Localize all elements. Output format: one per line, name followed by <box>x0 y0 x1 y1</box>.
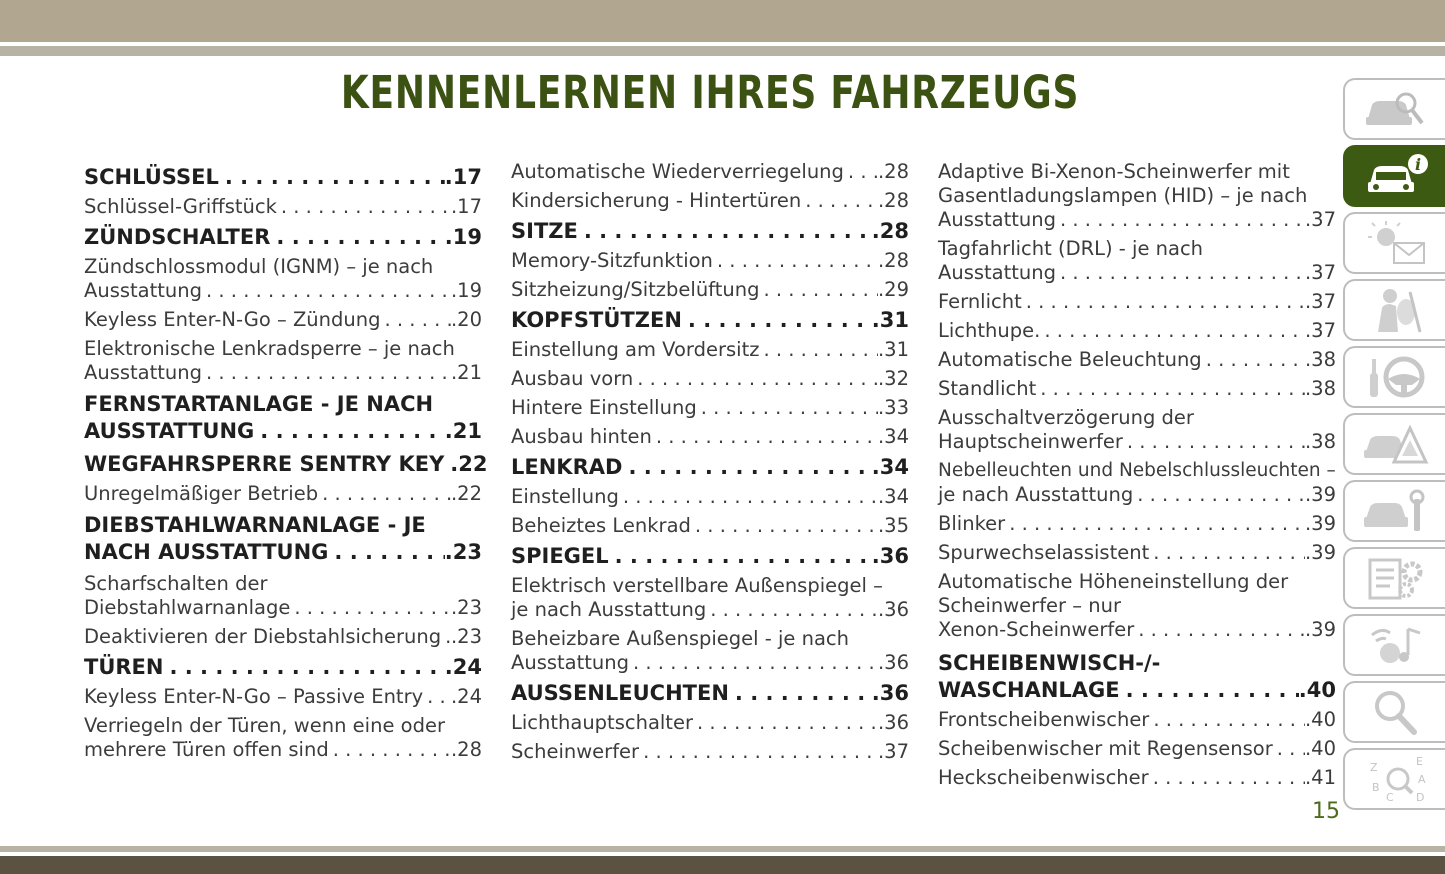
toc-entry[interactable]: Verriegeln der Türen, wenn eine oder mehrere Türen offen sind . . . .28 <box>84 714 482 762</box>
letter-d: D <box>1416 791 1425 804</box>
letter-c: C <box>1386 791 1394 804</box>
toc-entry[interactable]: Automatische Beleuchtung . . . .38 <box>938 348 1336 372</box>
tab-warning-lights-messages[interactable] <box>1343 212 1445 274</box>
toc-entry[interactable]: Elektrisch verstellbare Außenspiegel – je nach Ausstattung . . . .36 <box>511 574 909 622</box>
toc-entry[interactable]: Scheinwerfer . . . .37 <box>511 740 909 764</box>
svg-text:i: i <box>1414 155 1422 174</box>
toc-entry[interactable]: Elektronische Lenkradsperre – je nach Ausstattung . . . .21 <box>84 337 482 385</box>
toc-entry[interactable]: Lichthupe. . . . .37 <box>938 319 1336 343</box>
toc-entry[interactable]: Keyless Enter-N-Go – Zündung . . . .20 <box>84 308 482 332</box>
toc-entry[interactable]: Deaktivieren der Diebstahlsicherung . . . .23 <box>84 625 482 649</box>
toc-section[interactable]: SCHLÜSSEL . . . .17 <box>84 164 482 191</box>
tab-index[interactable] <box>1343 681 1445 743</box>
toc-column-1 <box>84 160 488 767</box>
toc-entry[interactable]: Automatische Wiederverriegelung . . . .28 <box>511 160 909 184</box>
toc-entry[interactable]: Standlicht . . . .38 <box>938 377 1336 401</box>
roadside-warning-triangle-icon <box>1360 418 1430 470</box>
toc-section[interactable]: ZÜNDSCHALTER . . . .19 <box>84 224 482 251</box>
tab-specifications[interactable] <box>1343 547 1445 609</box>
letter-a: A <box>1418 773 1426 786</box>
toc-section[interactable]: AUSSENLEUCHTEN . . . .36 <box>511 680 909 707</box>
toc-column-2 <box>511 160 909 769</box>
page-number: 15 <box>1312 799 1340 824</box>
multimedia-music-icon <box>1360 619 1430 671</box>
toc-entry[interactable]: Einstellung am Vordersitz . . . .31 <box>511 338 909 362</box>
tab-car-maintenance[interactable] <box>1343 480 1445 542</box>
toc-section[interactable]: KOPFSTÜTZEN . . . .31 <box>511 307 909 334</box>
toc-entry[interactable]: Hintere Einstellung . . . .33 <box>511 396 909 420</box>
toc-entry[interactable]: Scharfschalten der Diebstahlwarnanlage . . . .23 <box>84 572 482 620</box>
toc-entry[interactable]: Zündschlossmodul (IGNM) – je nach Ausstattung . . . .19 <box>84 255 482 303</box>
toc-entry[interactable]: Ausbau vorn . . . .32 <box>511 367 909 391</box>
toc-entry[interactable]: Ausschaltverzögerung der Hauptscheinwerfer . . . .38 <box>938 406 1336 454</box>
toc-section[interactable]: SPIEGEL . . . .36 <box>511 543 909 570</box>
tab-roadside-emergency[interactable] <box>1343 413 1445 475</box>
warning-lights-message-icon <box>1360 217 1430 269</box>
toc-entry[interactable]: Lichthauptschalter . . . .36 <box>511 711 909 735</box>
toc-entry[interactable]: Ausbau hinten . . . .34 <box>511 425 909 449</box>
tab-car-info[interactable] <box>1343 145 1445 207</box>
toc-entry[interactable]: Einstellung . . . .34 <box>511 485 909 509</box>
letter-b: B <box>1372 781 1380 794</box>
toc-section[interactable]: TÜREN . . . .24 <box>84 654 482 681</box>
toc-entry[interactable]: Keyless Enter-N-Go – Passive Entry . . . .24 <box>84 685 482 709</box>
toc-section[interactable]: WEGFAHRSPERRE SENTRY KEY .22 <box>84 452 488 476</box>
toc-entry[interactable]: Spurwechselassistent . . . .39 <box>938 541 1336 565</box>
toc-section[interactable]: FERNSTARTANLAGE - JE NACH AUSSTATTUNG . . . .21 <box>84 391 482 445</box>
car-wrench-icon <box>1360 485 1430 537</box>
tab-key-steering-wheel[interactable] <box>1343 346 1445 408</box>
airbag-safety-icon <box>1360 284 1430 336</box>
toc-entry[interactable]: Schlüssel-Griffstück . . . .17 <box>84 195 482 219</box>
toc-section[interactable]: SITZE . . . .28 <box>511 218 909 245</box>
tab-car-search[interactable] <box>1343 78 1445 140</box>
top-band <box>0 0 1445 42</box>
toc-entry[interactable]: Automatische Höheneinstellung der Scheinwerfer – nur Xenon-Scheinwerfer . . . .39 <box>938 570 1336 642</box>
car-info-icon <box>1360 150 1430 202</box>
bottom-rule <box>0 846 1445 852</box>
toc-section[interactable]: DIEBSTAHLWARNANLAGE - JE NACH AUSSTATTUNG . . . .23 <box>84 512 482 566</box>
top-rule <box>0 46 1445 56</box>
toc-entry[interactable]: Kindersicherung - Hintertüren . . . .28 <box>511 189 909 213</box>
toc-entry[interactable]: Unregelmäßiger Betrieb . . . .22 <box>84 482 482 506</box>
toc-entry[interactable]: Beheiztes Lenkrad . . . .35 <box>511 514 909 538</box>
letter-e: E <box>1416 755 1423 768</box>
toc-section[interactable]: LENKRAD . . . .34 <box>511 454 909 481</box>
specifications-gear-icon <box>1360 552 1430 604</box>
toc-entry[interactable]: Frontscheibenwischer . . . .40 <box>938 708 1336 732</box>
toc-entry[interactable]: Nebelleuchten und Nebelschlussleuchten – je nach Ausstattung . . . .39 <box>938 459 1336 507</box>
toc-entry[interactable]: Beheizbare Außenspiegel - je nach Ausstattung . . . .36 <box>511 627 909 675</box>
toc-entry[interactable]: Scheibenwischer mit Regensensor . . . .40 <box>938 737 1336 761</box>
key-steering-wheel-icon <box>1360 351 1430 403</box>
toc-entry[interactable]: Sitzheizung/Sitzbelüftung . . . .29 <box>511 278 909 302</box>
toc-column-3 <box>938 160 1336 795</box>
toc-section[interactable]: SCHEIBENWISCH-/- WASCHANLAGE . . . .40 <box>938 650 1336 704</box>
toc-entry[interactable]: Blinker . . . .39 <box>938 512 1336 536</box>
tab-airbag-safety[interactable] <box>1343 279 1445 341</box>
toc-entry[interactable]: Tagfahrlicht (DRL) - je nach Ausstattung . . . .37 <box>938 237 1336 285</box>
language-index-icon <box>1360 753 1430 805</box>
tab-multimedia[interactable] <box>1343 614 1445 676</box>
bottom-band <box>0 856 1445 874</box>
toc-entry[interactable]: Heckscheibenwischer . . . .41 <box>938 766 1336 790</box>
toc-entry[interactable]: Memory-Sitzfunktion . . . .28 <box>511 249 909 273</box>
car-search-icon <box>1360 83 1430 135</box>
index-search-icon <box>1360 686 1430 738</box>
toc-entry[interactable]: Adaptive Bi-Xenon-Scheinwerfer mit Gasentladungslampen (HID) – je nach Ausstattung . . . .37 <box>938 160 1336 232</box>
toc-entry[interactable]: Fernlicht . . . .37 <box>938 290 1336 314</box>
page-title: KENNENLERNEN IHRES FAHRZEUGS <box>340 66 1080 119</box>
letter-z: Z <box>1370 761 1378 774</box>
tab-language-index[interactable] <box>1343 748 1445 810</box>
